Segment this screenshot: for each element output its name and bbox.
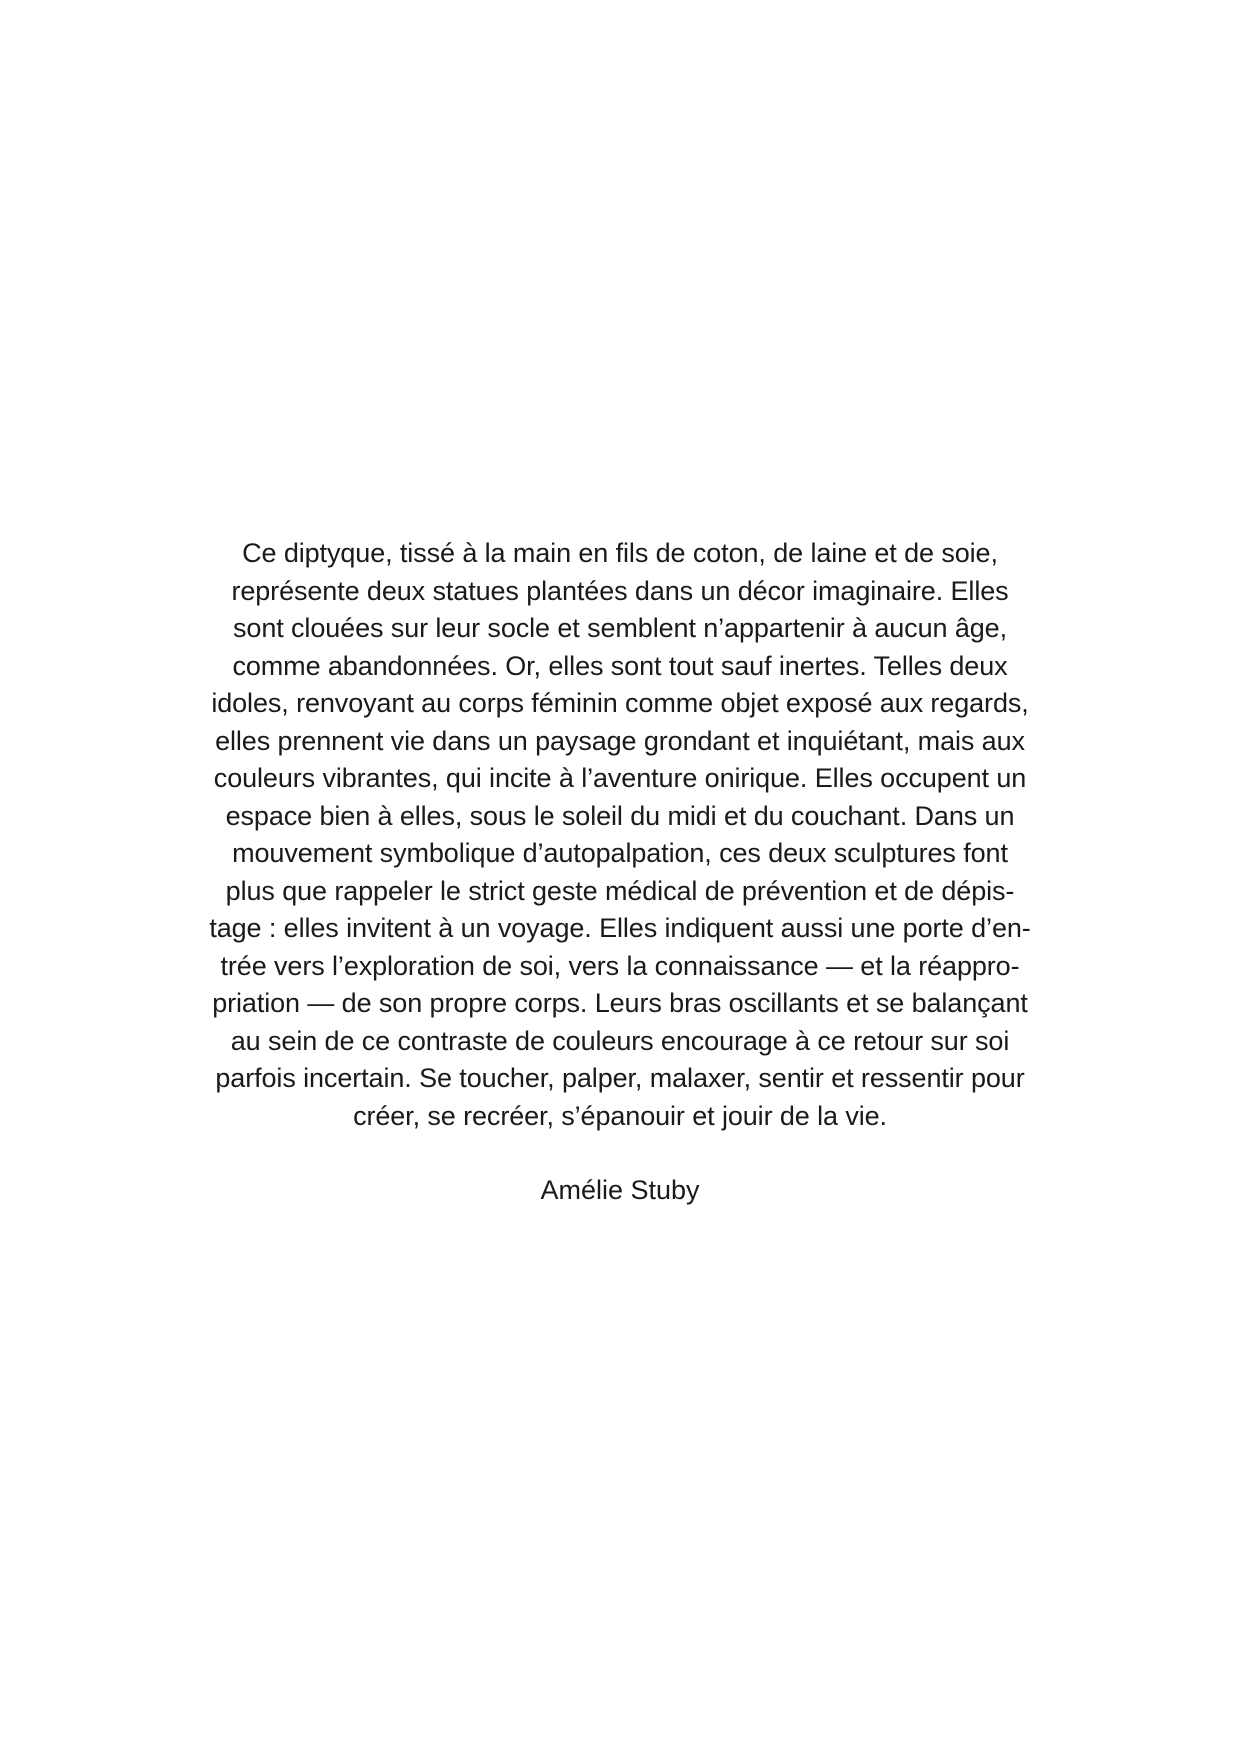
paragraph-line: idoles, renvoyant au corps féminin comme objet exposé aux regards, <box>211 688 1029 718</box>
paragraph-line: comme abandonnées. Or, elles sont tout sauf inertes. Telles deux <box>232 650 1008 681</box>
paragraph-line: Ce diptyque, tissé à la main en fils de coton, de laine et de soie, <box>242 538 998 568</box>
paragraph-line: couleurs vibrantes, qui incite à l’aventure onirique. Elles occupent un <box>213 763 1027 793</box>
paragraph-line: espace bien à elles, sous le soleil du midi et du couchant. Dans un <box>225 800 1015 831</box>
paragraph-line: au sein de ce contraste de couleurs encourage à ce retour sur soi <box>230 1025 1010 1056</box>
paragraph-line: sont clouées sur leur socle et semblent n’appartenir à aucun âge, <box>233 613 1007 643</box>
paragraph-line: trée vers l’exploration de soi, vers la connaissance — et la réappro- <box>220 950 1020 981</box>
paragraph-line: tage : elles invitent à un voyage. Elles indiquent aussi une porte d’en- <box>209 913 1031 943</box>
paragraph-line: créer, se recréer, s’épanouir et jouir de la vie. <box>353 1100 887 1131</box>
paragraph-line: priation — de son propre corps. Leurs bras oscillants et se balançant <box>212 988 1028 1018</box>
paragraph-line: plus que rappeler le strict geste médical de prévention et de dépis- <box>225 875 1015 906</box>
body-paragraph <box>120 535 1120 1135</box>
paragraph-line: elles prennent vie dans un paysage grondant et inquiétant, mais aux <box>215 725 1025 756</box>
paragraph-line: parfois incertain. Se toucher, palper, malaxer, sentir et ressentir pour <box>215 1063 1025 1093</box>
paragraph-line: représente deux statues plantées dans un décor imaginaire. Elles <box>231 575 1009 606</box>
author-signature: Amélie Stuby <box>540 1175 700 1205</box>
paragraph-line: mouvement symbolique d’autopalpation, ces deux sculptures font <box>232 838 1008 868</box>
